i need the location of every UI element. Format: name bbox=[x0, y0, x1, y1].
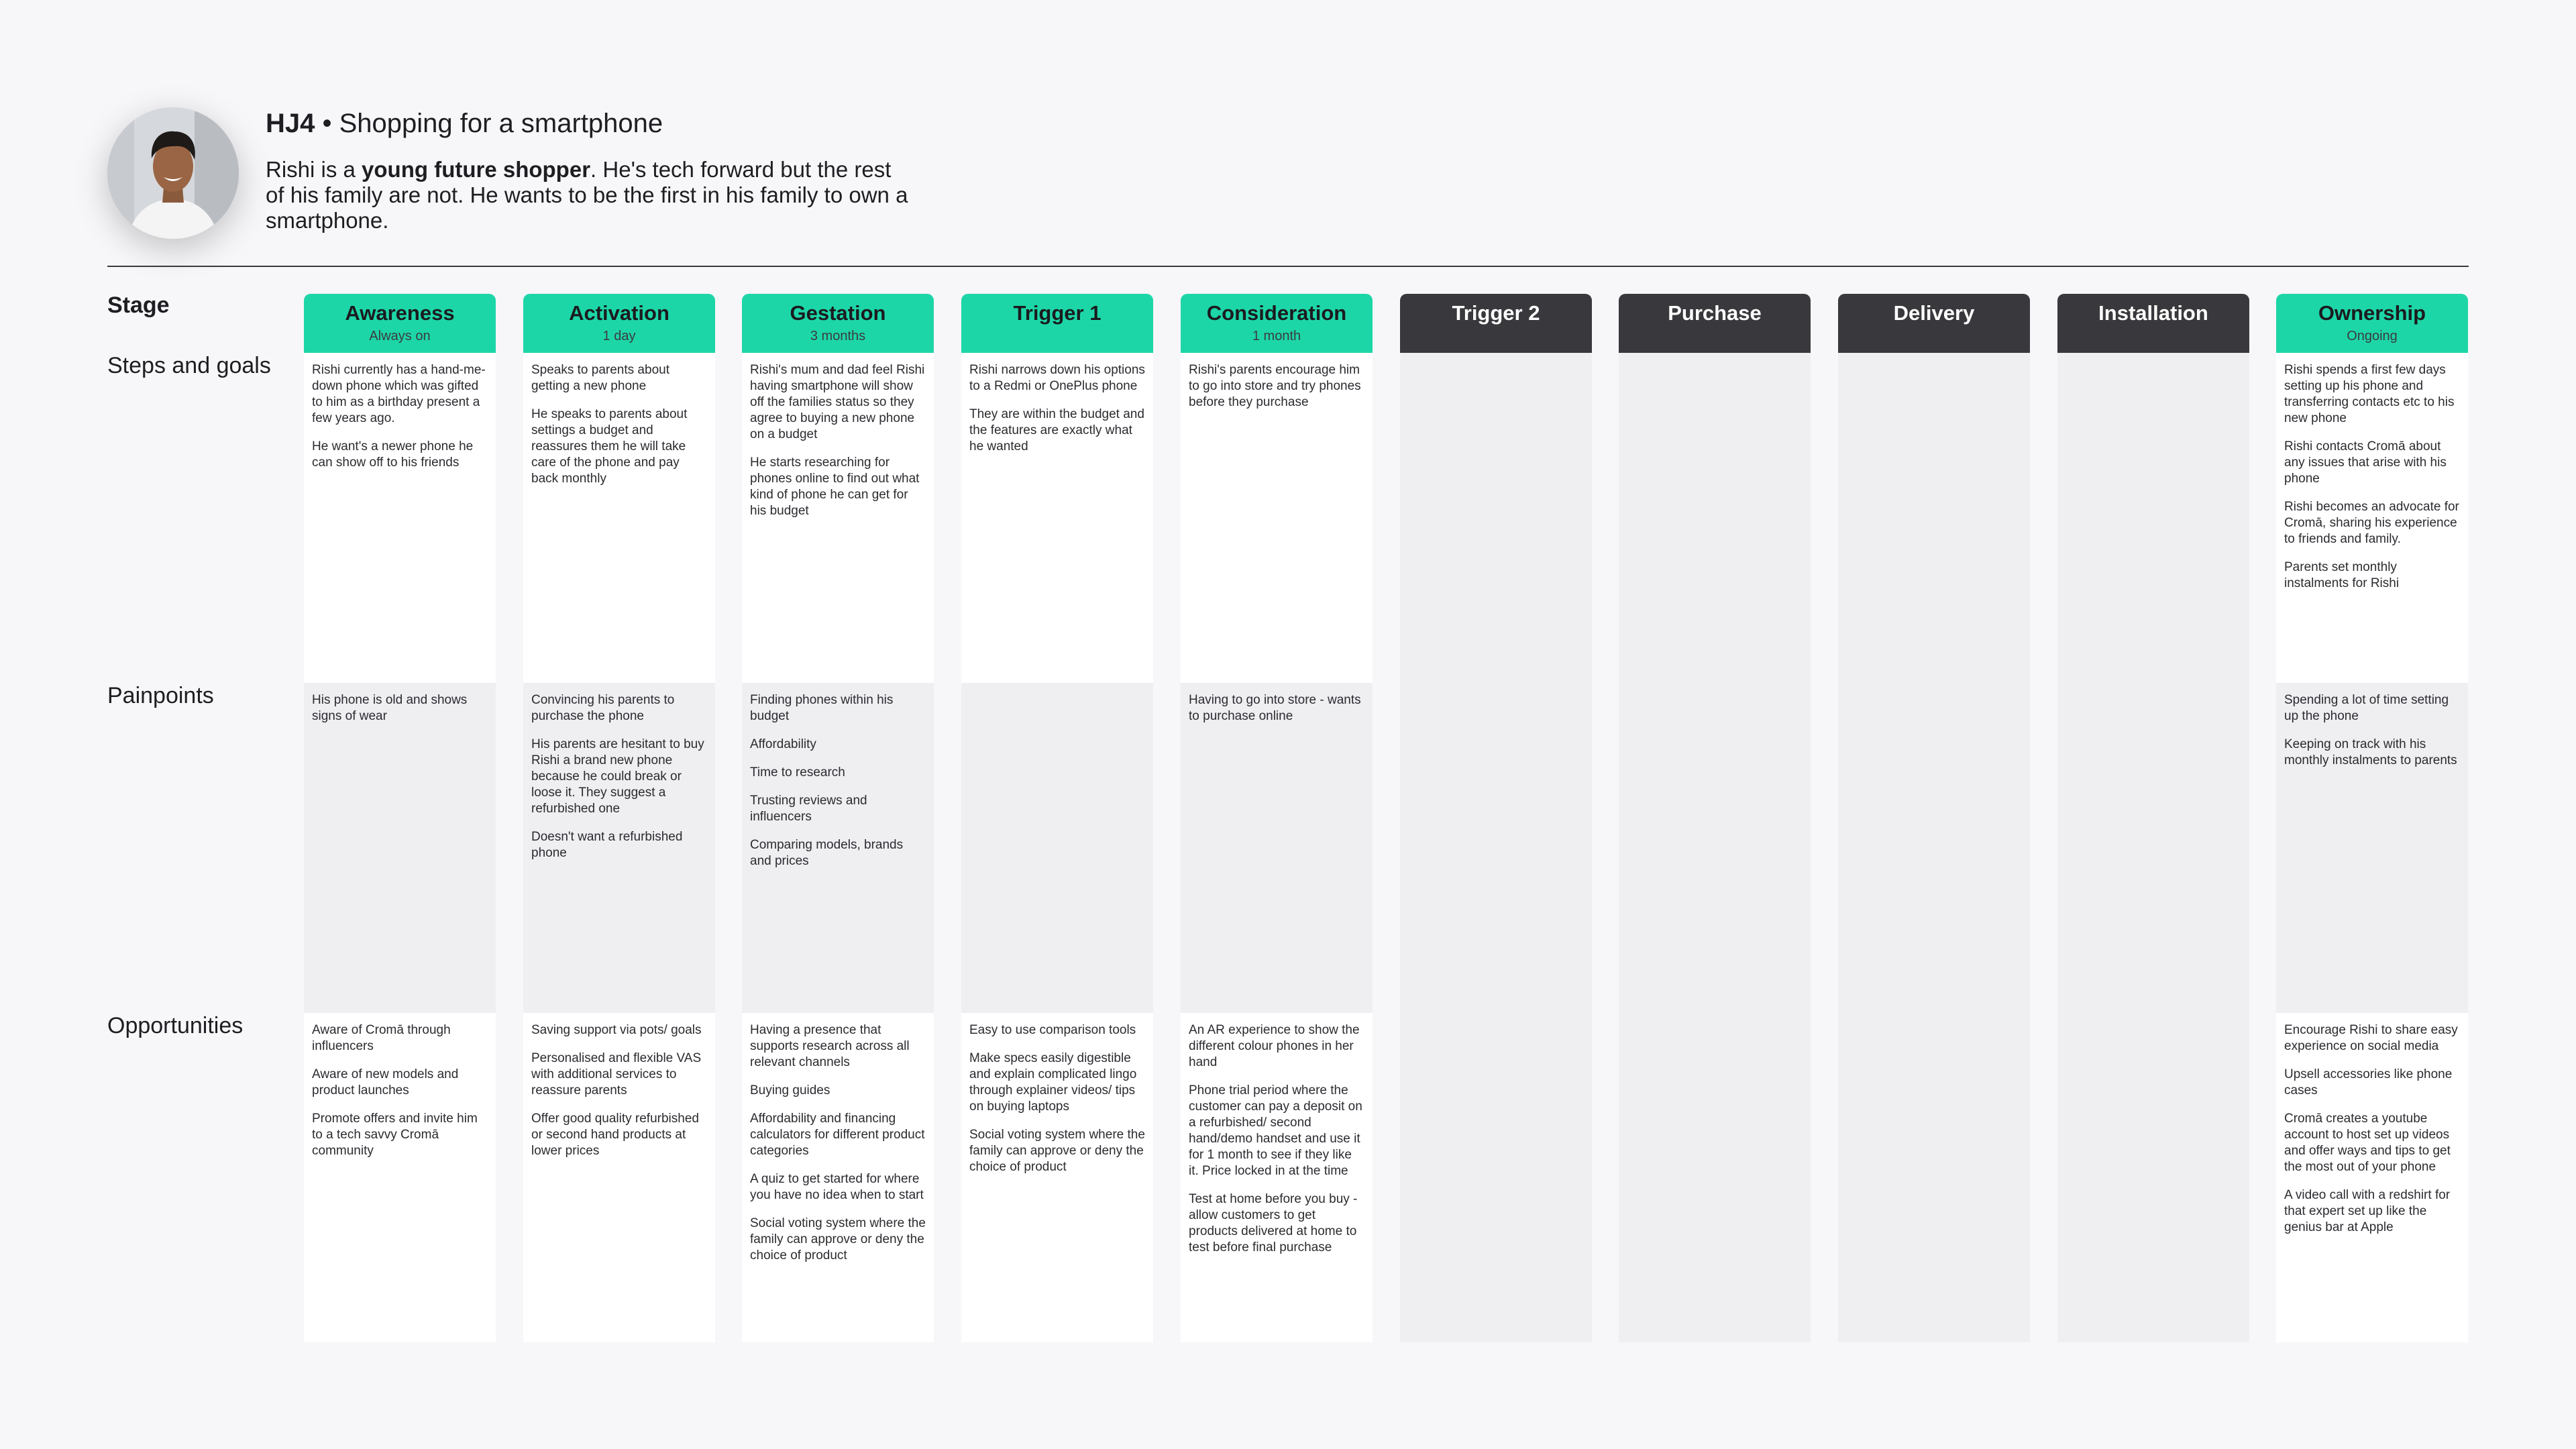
opportunities-item: Aware of new models and product launches bbox=[312, 1067, 459, 1097]
page-title bbox=[266, 107, 663, 140]
opportunities-item: An AR experience to show the different colour phones in her hand bbox=[1189, 1023, 1360, 1069]
steps-cell bbox=[523, 353, 715, 683]
journey-title: Shopping for a smartphone bbox=[339, 109, 663, 138]
stage-column-ownership bbox=[2276, 294, 2468, 1342]
stage-duration: 3 months bbox=[810, 329, 866, 343]
steps-item: Rishi narrows down his options to a Redmi or OnePlus phone bbox=[969, 363, 1145, 393]
stage-title: Delivery bbox=[1893, 301, 1975, 325]
row-label-painpoints: Painpoints bbox=[107, 683, 214, 708]
steps-cell bbox=[2276, 353, 2468, 683]
opportunities-cell bbox=[2276, 1013, 2468, 1342]
opportunities-item: A quiz to get started for where you have no idea when to start bbox=[750, 1172, 924, 1202]
steps-cell bbox=[304, 353, 496, 683]
row-label-stage: Stage bbox=[107, 292, 170, 318]
painpoints-item: Convincing his parents to purchase the phone bbox=[531, 693, 675, 723]
painpoints-item: Time to research bbox=[750, 765, 845, 780]
painpoints-cell bbox=[2057, 683, 2249, 1013]
opportunities-cell bbox=[961, 1013, 1153, 1342]
stage-duration: Ongoing bbox=[2347, 329, 2398, 343]
journey-code: HJ4 bbox=[266, 109, 315, 138]
painpoints-cell bbox=[1400, 683, 1592, 1013]
stage-header bbox=[1619, 294, 1811, 353]
opportunities-item: Aware of Cromā through influencers bbox=[312, 1023, 451, 1053]
painpoints-item: Finding phones within his budget bbox=[750, 693, 894, 723]
description-emphasis: young future shopper bbox=[362, 157, 591, 182]
opportunities-item: Test at home before you buy - allow customers to get products delivered at home to test before final purchase bbox=[1189, 1192, 1358, 1254]
stage-header bbox=[2276, 294, 2468, 353]
painpoints-item: Trusting reviews and influencers bbox=[750, 794, 867, 824]
description-post: . He's tech forward but the rest of his family are not. He wants to be the first in his family to own a smartphone. bbox=[266, 157, 908, 233]
header-divider bbox=[107, 266, 2469, 267]
opportunities-item: Make specs easily digestible and explain complicated lingo through explainer videos/ tips on buying laptops bbox=[969, 1051, 1137, 1114]
steps-item: Rishi becomes an advocate for Cromā, sharing his experience to friends and family. bbox=[2284, 500, 2459, 546]
painpoints-cell bbox=[742, 683, 934, 1013]
stage-header bbox=[742, 294, 934, 353]
stage-duration: 1 day bbox=[602, 329, 636, 343]
opportunities-cell bbox=[1838, 1013, 2030, 1342]
stage-header bbox=[961, 294, 1153, 353]
opportunities-cell bbox=[523, 1013, 715, 1342]
painpoints-item: His phone is old and shows signs of wear bbox=[312, 693, 468, 723]
stage-column-activation bbox=[523, 294, 715, 1342]
painpoints-item: Doesn't want a refurbished phone bbox=[531, 830, 683, 860]
persona-avatar bbox=[107, 107, 239, 239]
opportunities-item: Buying guides bbox=[750, 1083, 830, 1097]
stage-title: Gestation bbox=[790, 301, 886, 325]
painpoints-cell bbox=[2276, 683, 2468, 1013]
stage-title: Consideration bbox=[1206, 301, 1347, 325]
stage-header bbox=[523, 294, 715, 353]
painpoints-item: Spending a lot of time setting up the phone bbox=[2284, 693, 2449, 723]
stage-title: Trigger 2 bbox=[1452, 301, 1540, 325]
opportunities-item: Phone trial period where the customer can pay a deposit on a refurbished/ second hand/demo handset and use it for 1 month to see if they like it. Price locked in at the time bbox=[1189, 1083, 1362, 1178]
painpoints-cell bbox=[961, 683, 1153, 1013]
stage-duration: 1 month bbox=[1252, 329, 1301, 343]
opportunities-item: Personalised and flexible VAS with additional services to reassure parents bbox=[531, 1051, 702, 1097]
opportunities-item: Offer good quality refurbished or second hand products at lower prices bbox=[531, 1112, 699, 1158]
steps-item: They are within the budget and the features are exactly what he wanted bbox=[969, 407, 1144, 453]
steps-item: Rishi contacts Cromā about any issues that arise with his phone bbox=[2284, 439, 2447, 486]
opportunities-cell bbox=[1400, 1013, 1592, 1342]
person-photo-icon bbox=[107, 107, 239, 239]
opportunities-cell bbox=[1181, 1013, 1373, 1342]
steps-cell bbox=[1400, 353, 1592, 683]
opportunities-cell bbox=[304, 1013, 496, 1342]
steps-item: Rishi's parents encourage him to go into store and try phones before they purchase bbox=[1189, 363, 1361, 409]
stage-column-purchase bbox=[1619, 294, 1811, 1342]
opportunities-item: Social voting system where the family can approve or deny the choice of product bbox=[750, 1216, 926, 1263]
persona-description bbox=[266, 157, 910, 233]
steps-cell bbox=[1181, 353, 1373, 683]
stage-column-consideration bbox=[1181, 294, 1373, 1342]
painpoints-cell bbox=[304, 683, 496, 1013]
stage-duration: Always on bbox=[369, 329, 431, 343]
stage-title: Trigger 1 bbox=[1013, 301, 1102, 325]
description-pre: Rishi is a bbox=[266, 157, 362, 182]
opportunities-item: Affordability and financing calculators for different product categories bbox=[750, 1112, 925, 1158]
stage-title: Installation bbox=[2098, 301, 2208, 325]
steps-item: Speaks to parents about getting a new phone bbox=[531, 363, 669, 393]
opportunities-item: Upsell accessories like phone cases bbox=[2284, 1067, 2453, 1097]
opportunities-cell bbox=[742, 1013, 934, 1342]
stage-title: Ownership bbox=[2318, 301, 2426, 325]
painpoints-item: Keeping on track with his monthly instalments to parents bbox=[2284, 737, 2457, 767]
stage-header bbox=[1400, 294, 1592, 353]
row-label-steps: Steps and goals bbox=[107, 353, 271, 378]
steps-cell bbox=[1838, 353, 2030, 683]
painpoints-item: Having to go into store - wants to purchase online bbox=[1189, 693, 1361, 723]
steps-cell bbox=[742, 353, 934, 683]
painpoints-cell bbox=[1619, 683, 1811, 1013]
opportunities-item: Social voting system where the family can approve or deny the choice of product bbox=[969, 1128, 1145, 1174]
steps-item: He starts researching for phones online to find out what kind of phone he can get for his budget bbox=[750, 455, 920, 518]
opportunities-item: Cromā creates a youtube account to host set up videos and offer ways and tips to get the most out of your phone bbox=[2284, 1112, 2451, 1174]
title-separator: • bbox=[315, 109, 339, 138]
painpoints-cell bbox=[1838, 683, 2030, 1013]
opportunities-cell bbox=[2057, 1013, 2249, 1342]
stage-column-awareness bbox=[304, 294, 496, 1342]
row-label-opportunities: Opportunities bbox=[107, 1013, 244, 1038]
stage-column-trigger-2 bbox=[1400, 294, 1592, 1342]
steps-item: Rishi's mum and dad feel Rishi having smartphone will show off the families status so they agree to buying a new phone on a budget bbox=[750, 363, 925, 441]
steps-cell bbox=[1619, 353, 1811, 683]
stage-column-gestation bbox=[742, 294, 934, 1342]
painpoints-item: His parents are hesitant to buy Rishi a brand new phone because he could break or loose it. They suggest a refurbished one bbox=[531, 737, 704, 816]
painpoints-item: Affordability bbox=[750, 737, 816, 751]
stage-header bbox=[304, 294, 496, 353]
opportunities-item: Encourage Rishi to share easy experience on social media bbox=[2284, 1023, 2458, 1053]
steps-cell bbox=[2057, 353, 2249, 683]
stage-title: Activation bbox=[569, 301, 669, 325]
opportunities-item: Saving support via pots/ goals bbox=[531, 1023, 702, 1037]
opportunities-item: Promote offers and invite him to a tech savvy Cromā community bbox=[312, 1112, 478, 1158]
steps-item: Rishi currently has a hand-me-down phone which was gifted to him as a birthday present a few years ago. bbox=[312, 363, 486, 425]
steps-item: Rishi spends a first few days setting up his phone and transferring contacts etc to his new phone bbox=[2284, 363, 2455, 425]
steps-item: He speaks to parents about settings a budget and reassures them he will take care of the phone and pay back monthly bbox=[531, 407, 688, 486]
stage-header bbox=[1181, 294, 1373, 353]
opportunities-item: A video call with a redshirt for that expert set up like the genius bar at Apple bbox=[2284, 1188, 2451, 1234]
steps-item: He want's a newer phone he can show off to his friends bbox=[312, 439, 474, 470]
opportunities-cell bbox=[1619, 1013, 1811, 1342]
steps-cell bbox=[961, 353, 1153, 683]
stage-title: Awareness bbox=[345, 301, 455, 325]
stage-column-trigger-1 bbox=[961, 294, 1153, 1342]
painpoints-item: Comparing models, brands and prices bbox=[750, 838, 904, 868]
opportunities-item: Having a presence that supports research across all relevant channels bbox=[750, 1023, 910, 1069]
stage-title: Purchase bbox=[1668, 301, 1762, 325]
stage-header bbox=[2057, 294, 2249, 353]
opportunities-item: Easy to use comparison tools bbox=[969, 1023, 1136, 1037]
stage-column-installation bbox=[2057, 294, 2249, 1342]
stage-header bbox=[1838, 294, 2030, 353]
steps-item: Parents set monthly instalments for Rishi bbox=[2284, 560, 2400, 590]
painpoints-cell bbox=[1181, 683, 1373, 1013]
stage-column-delivery bbox=[1838, 294, 2030, 1342]
painpoints-cell bbox=[523, 683, 715, 1013]
